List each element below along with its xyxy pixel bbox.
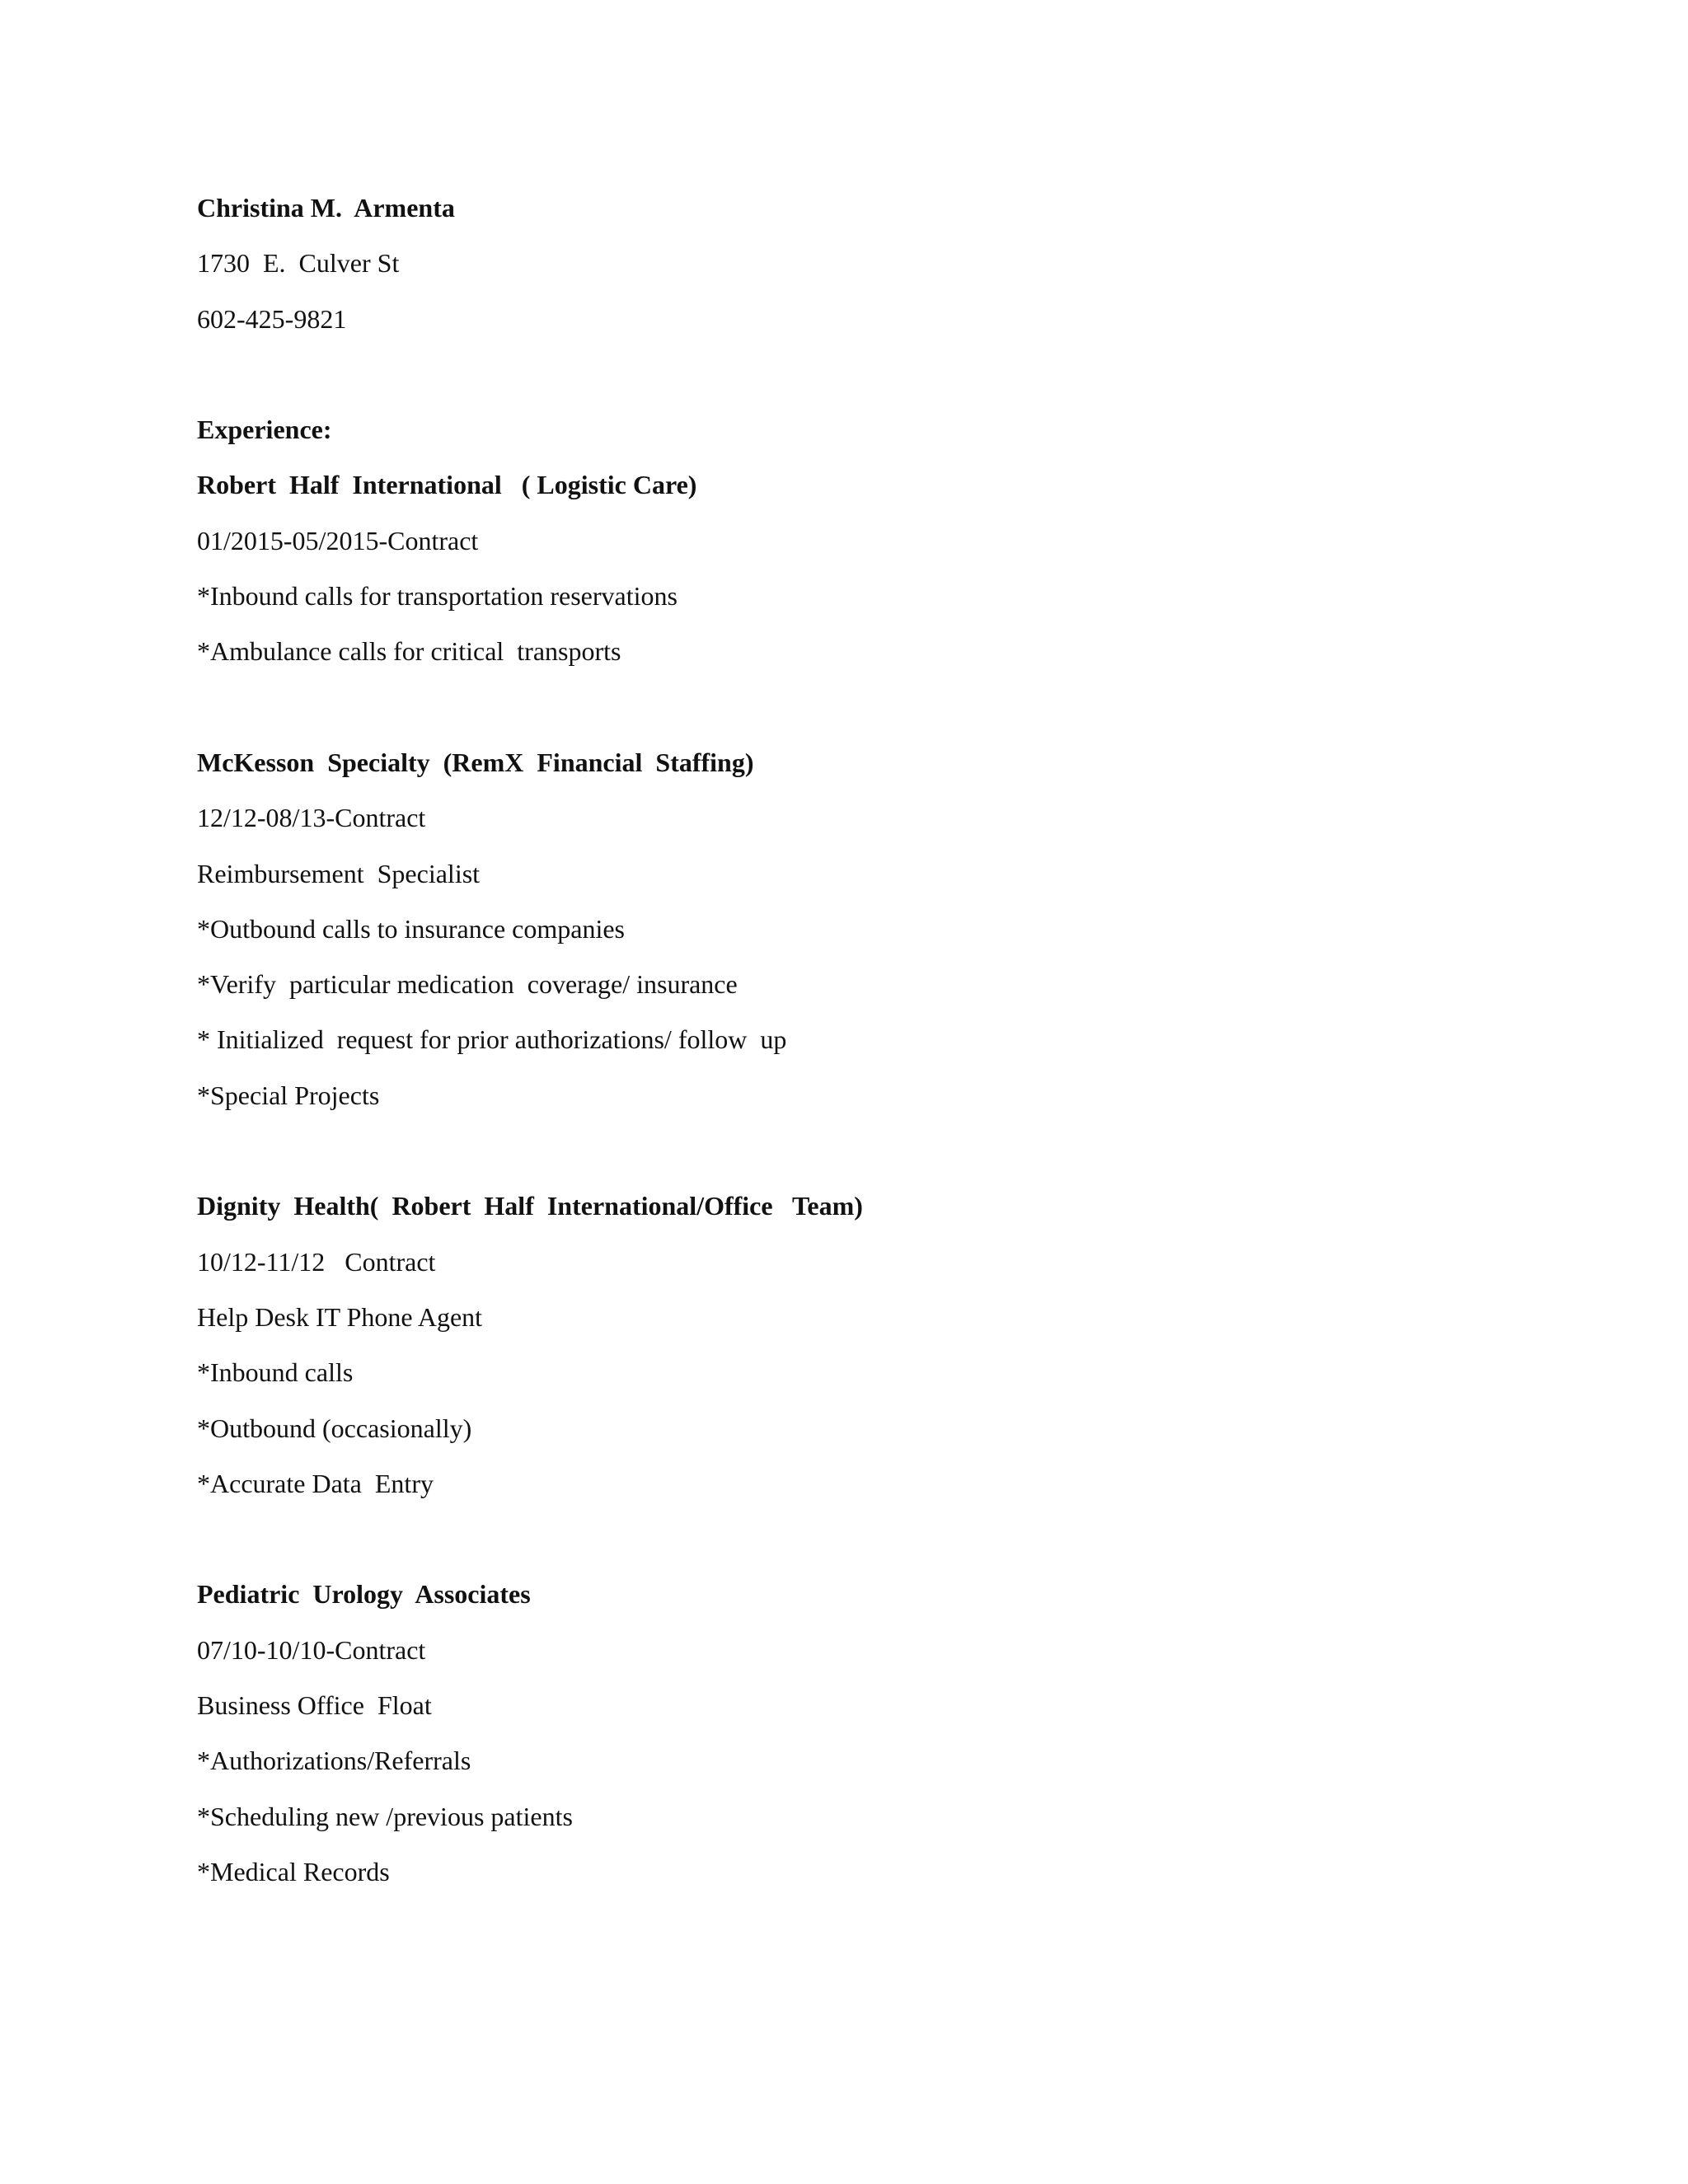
spacer <box>197 358 1516 413</box>
job-employer: Pediatric Urology Associates <box>197 1579 531 1610</box>
job-title: Help Desk IT Phone Agent <box>197 1301 483 1332</box>
job-entry <box>197 746 1516 1112</box>
job-detail: *Inbound calls for transportation reservations <box>197 581 678 612</box>
job-title: Reimbursement Specialist <box>197 858 481 888</box>
job-detail: *Authorizations/Referrals <box>197 1746 471 1776</box>
job-title: Business Office Float <box>197 1690 432 1721</box>
resume-content <box>197 191 1516 1910</box>
job-detail: *Medical Records <box>197 1856 390 1886</box>
job-employer: McKesson Specialty (RemX Financial Staffing) <box>197 747 754 777</box>
job-detail: *Ambulance calls for critical transports <box>197 636 621 667</box>
job-dates: 07/10-10/10-Contract <box>197 1634 426 1665</box>
spacer <box>197 1134 1516 1189</box>
experience-heading: Experience: <box>197 415 332 445</box>
job-employer: Robert Half International ( Logistic Care) <box>197 470 697 500</box>
job-employer: Dignity Health( Robert Half International/Office Team) <box>197 1191 863 1221</box>
job-detail: *Outbound (occasionally) <box>197 1413 472 1443</box>
spacer <box>197 1522 1516 1577</box>
job-detail: *Inbound calls <box>197 1357 354 1388</box>
job-entry <box>197 1189 1516 1499</box>
job-detail: *Special Projects <box>197 1080 380 1110</box>
applicant-name: Christina M. Armenta <box>197 193 455 223</box>
applicant-phone: 602-425-9821 <box>197 303 347 334</box>
job-detail: *Scheduling new /previous patients <box>197 1801 573 1831</box>
applicant-address: 1730 E. Culver St <box>197 248 400 279</box>
job-entry <box>197 1577 1516 1887</box>
job-detail: *Verify particular medication coverage/ insurance <box>197 969 738 1000</box>
job-detail: *Accurate Data Entry <box>197 1468 434 1498</box>
job-dates: 10/12-11/12 Contract <box>197 1246 436 1277</box>
job-entry <box>197 468 1516 668</box>
spacer <box>197 691 1516 746</box>
job-detail: *Outbound calls to insurance companies <box>197 913 625 944</box>
job-dates: 01/2015-05/2015-Contract <box>197 525 479 555</box>
job-dates: 12/12-08/13-Contract <box>197 803 426 833</box>
job-detail: * Initialized request for prior authorizations/ follow up <box>197 1024 787 1055</box>
